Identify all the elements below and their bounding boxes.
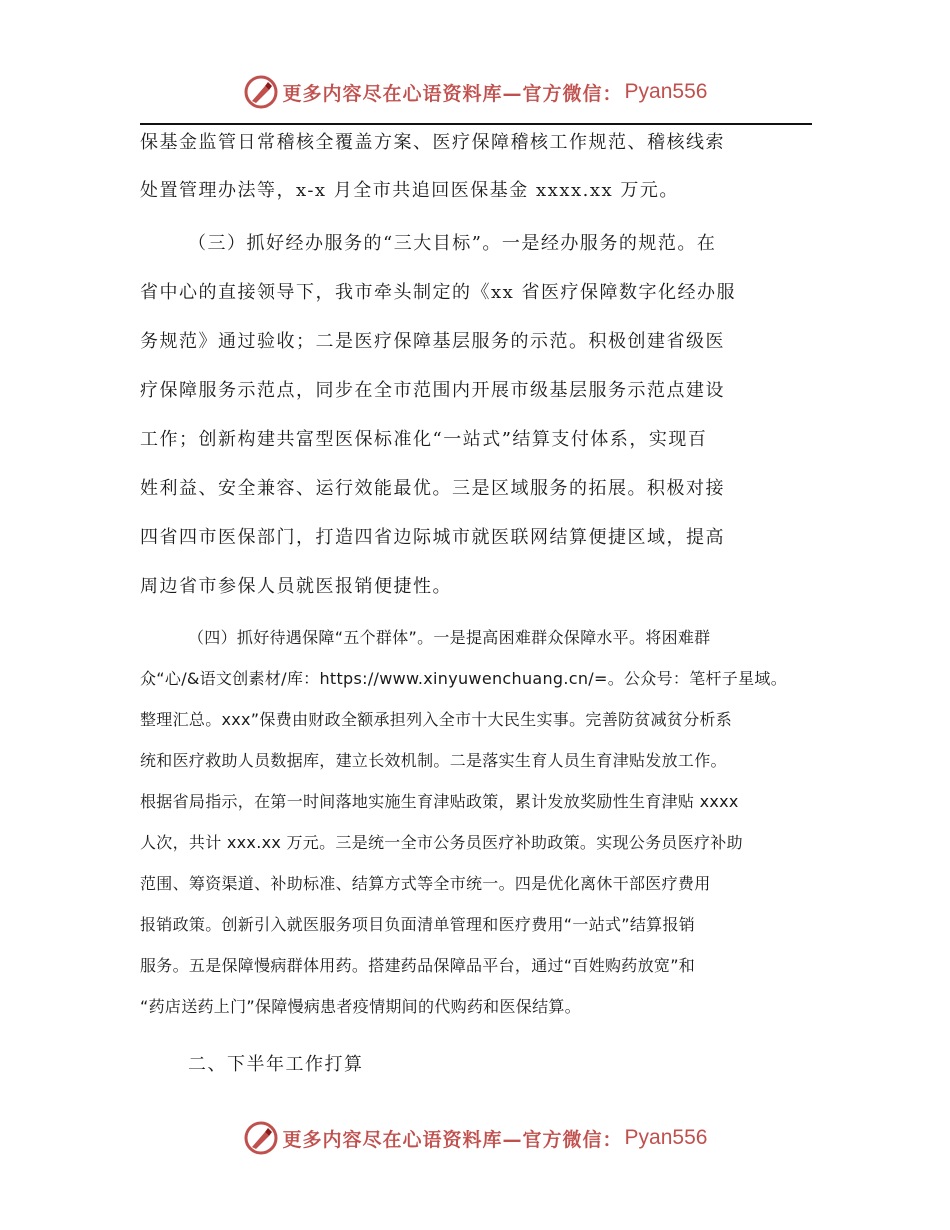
banner-handle: Pyan556 xyxy=(624,80,708,103)
footer-banner xyxy=(0,1116,950,1160)
paragraph-line: 根据省局指示，在第一时间落地实施生育津贴政策，累计发放奖励性生育津贴 xxxx xyxy=(140,792,739,811)
paragraph-line: 整理汇总。xxx”保费由财政全额承担列入全市十大民生实事。完善防贫减贫分析系 xyxy=(140,710,733,729)
paragraph-line: 务规范》通过验收；二是医疗保障基层服务的示范。积极创建省级医 xyxy=(140,331,725,352)
paragraph-line: 服务。五是保障慢病群体用药。搭建药品保障品平台，通过“百姓购药放宽”和 xyxy=(140,956,696,975)
paragraph-line: 众“心/&语文创素材/库：https://www.xinyuwenchuang.cn/=。公众号：笔杆子星域。 xyxy=(140,669,788,688)
paragraph-line: 姓利益、安全兼容、运行效能最优。三是区域服务的拓展。积极对接 xyxy=(140,478,725,499)
paragraph-line: “药店送药上门”保障慢病患者疫情期间的代购药和医保结算。 xyxy=(140,997,581,1016)
header-banner xyxy=(0,70,950,114)
paragraph-line: 工作；创新构建共富型医保标准化“一站式”结算支付体系，实现百 xyxy=(140,429,708,450)
banner-handle: Pyan556 xyxy=(624,1126,708,1149)
banner-text: 更多内容尽在心语资料库—官方微信： xyxy=(282,1128,623,1151)
paragraph-line: 省中心的直接领导下，我市牵头制定的《xx 省医疗保障数字化经办服 xyxy=(140,282,737,303)
pen-seal-logo-icon xyxy=(243,74,279,110)
paragraph-line: （三）抓好经办服务的“三大目标”。一是经办服务的规范。在 xyxy=(188,233,717,254)
section-heading: 二、下半年工作打算 xyxy=(188,1054,364,1075)
paragraph-line: 处置管理办法等，x-x 月全市共追回医保基金 xxxx.xx 万元。 xyxy=(140,180,679,201)
pen-seal-logo-icon xyxy=(243,1120,279,1156)
paragraph-line: 报销政策。创新引入就医服务项目负面清单管理和医疗费用“一站式”结算报销 xyxy=(140,915,696,934)
paragraph-line: 疗保障服务示范点，同步在全市范围内开展市级基层服务示范点建设 xyxy=(140,380,725,401)
paragraph-line: 保基金监管日常稽核全覆盖方案、医疗保障稽核工作规范、稽核线索 xyxy=(140,132,725,153)
paragraph-line: 人次，共计 xxx.xx 万元。三是统一全市公务员医疗补助政策。实现公务员医疗补助 xyxy=(140,833,743,852)
banner-text: 更多内容尽在心语资料库—官方微信： xyxy=(282,82,623,105)
paragraph-line: 四省四市医保部门，打造四省边际城市就医联网结算便捷区域，提高 xyxy=(140,527,725,548)
paragraph-line: 范围、筹资渠道、补助标准、结算方式等全市统一。四是优化离休干部医疗费用 xyxy=(140,874,711,893)
paragraph-line: 统和医疗救助人员数据库，建立长效机制。二是落实生育人员生育津贴发放工作。 xyxy=(140,751,727,770)
header-rule xyxy=(140,123,812,125)
paragraph-line: （四）抓好待遇保障“五个群体”。一是提高困难群众保障水平。将困难群 xyxy=(188,628,711,647)
paragraph-line: 周边省市参保人员就医报销便捷性。 xyxy=(140,576,452,597)
